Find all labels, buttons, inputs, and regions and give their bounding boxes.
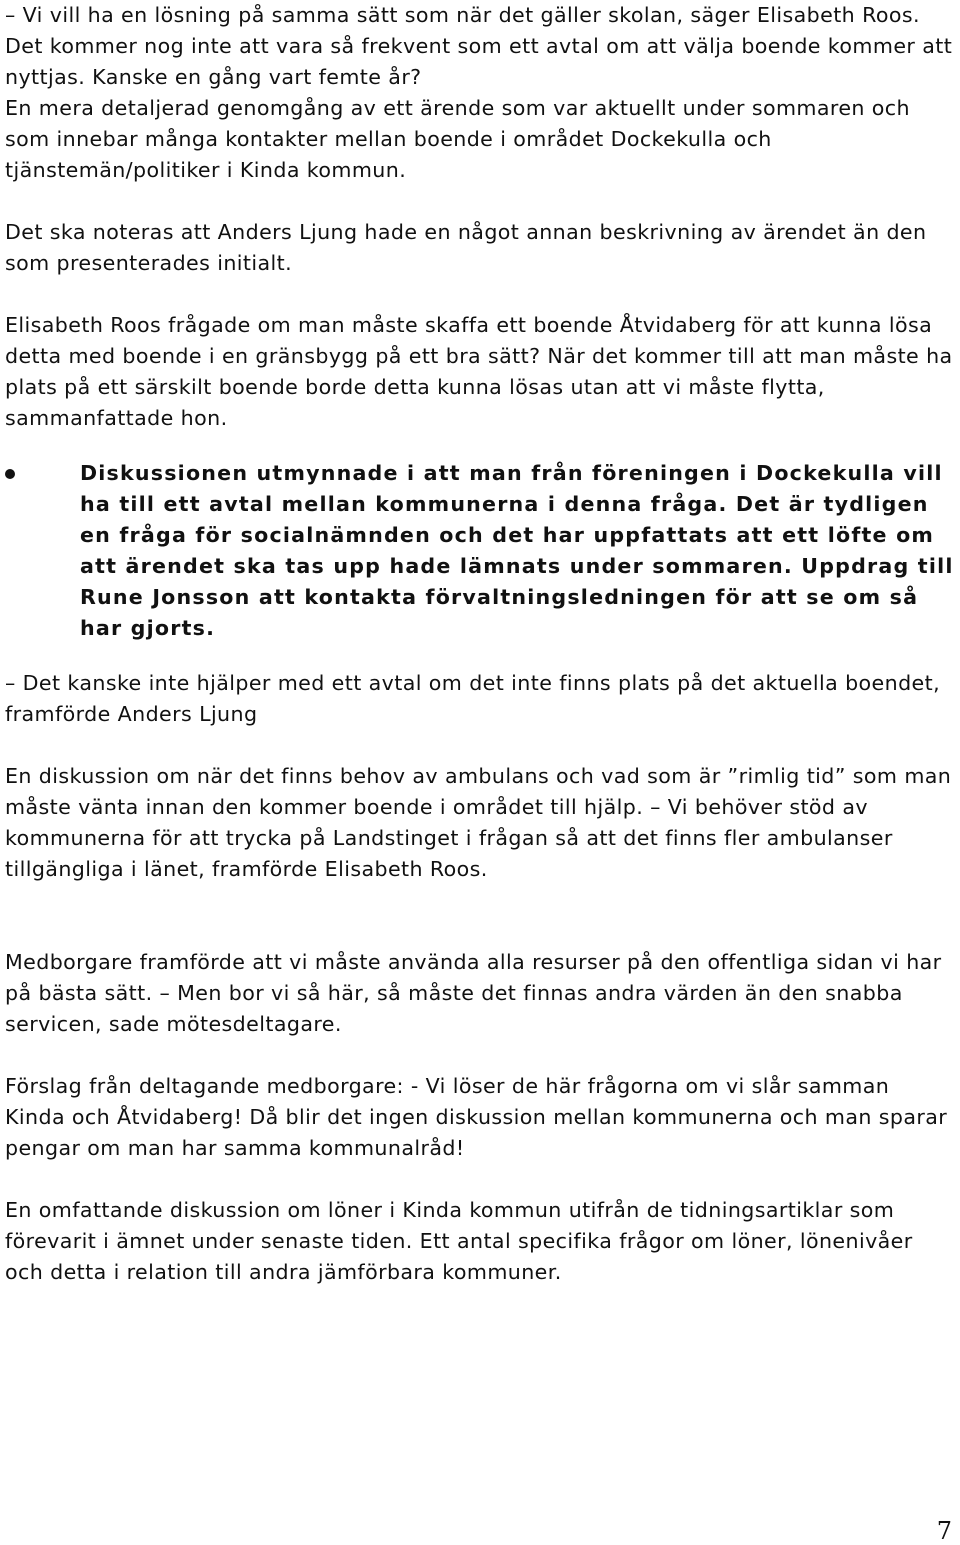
paragraph-spacer: [5, 1040, 955, 1071]
bullet-text: Diskussionen utmynnade i att man från föreningen i Dockekulla vill ha till ett avtal mellan kommunerna i denna fråga. Det är tydligen en fråga för socialnämnden och det har uppfattats att ett löfte om att ärendet ska tas upp hade lämnats under sommaren. Uppdrag till Rune Jonsson att kontakta förvaltningsledningen för att se om så har gjorts.: [80, 461, 954, 640]
paragraph-spacer: [5, 1164, 955, 1195]
paragraph-elisabeth-quote: – Vi vill ha en lösning på samma sätt som när det gäller skolan, säger Elisabeth Roos. Det kommer nog inte att vara så frekvent som ett avtal om att välja boende kommer att nyttjas. Kanske en gång vart femte år?: [5, 3, 953, 89]
paragraph-spacer: [5, 644, 955, 668]
document-page: [5, 0, 955, 1288]
page-number: 7: [936, 1517, 952, 1545]
bullet-dot-icon: [5, 469, 15, 479]
paragraph-anders-note: Det ska noteras att Anders Ljung hade en något annan beskrivning av ärendet än den som presenterades initialt.: [5, 220, 927, 275]
paragraph-spacer: [5, 885, 955, 947]
paragraph-detailed-review: En mera detaljerad genomgång av ett ärende som var aktuellt under sommaren och som innebar många kontakter mellan boende i området Dockekulla och tjänstemän/politiker i Kinda kommun.: [5, 96, 910, 182]
paragraph-spacer: [5, 730, 955, 761]
paragraph-elisabeth-question: Elisabeth Roos frågade om man måste skaffa ett boende Åtvidaberg för att kunna lösa detta med boende i en gränsbygg på ett bra sätt? När det kommer till att man måste ha plats på ett särskilt boende borde detta kunna lösas utan att vi måste flytta, sammanfattade hon.: [5, 313, 953, 430]
paragraph-proposal: Förslag från deltagande medborgare: - Vi löser de här frågorna om vi slår samman Kinda och Åtvidaberg! Då blir det ingen diskussion mellan kommunerna och man sparar pengar om man har samma kommunalråd!: [5, 1074, 948, 1160]
paragraph-spacer: [5, 186, 955, 217]
paragraph-anders-remark: – Det kanske inte hjälper med ett avtal om det inte finns plats på det aktuella boendet, framförde Anders Ljung: [5, 671, 941, 726]
paragraph-resources: Medborgare framförde att vi måste använda alla resurser på den offentliga sidan vi har på bästa sätt. – Men bor vi så här, så måste det finnas andra värden än den snabba servicen, sade mötesdeltagare.: [5, 950, 942, 1036]
paragraph-ambulance: En diskussion om när det finns behov av ambulans och vad som är ”rimlig tid” som man måste vänta innan den kommer boende i området till hjälp. – Vi behöver stöd av kommunerna för att trycka på Landstinget i frågan så att det finns fler ambulanser tillgängliga i länet, framförde Elisabeth Roos.: [5, 764, 952, 881]
bullet-item-discussion: [5, 458, 955, 644]
paragraph-salaries: En omfattande diskussion om löner i Kinda kommun utifrån de tidningsartiklar som förevarit i ämnet under senaste tiden. Ett antal specifika frågor om löner, lönenivåer och detta i relation till andra jämförbara kommuner.: [5, 1198, 913, 1284]
paragraph-spacer: [5, 279, 955, 310]
